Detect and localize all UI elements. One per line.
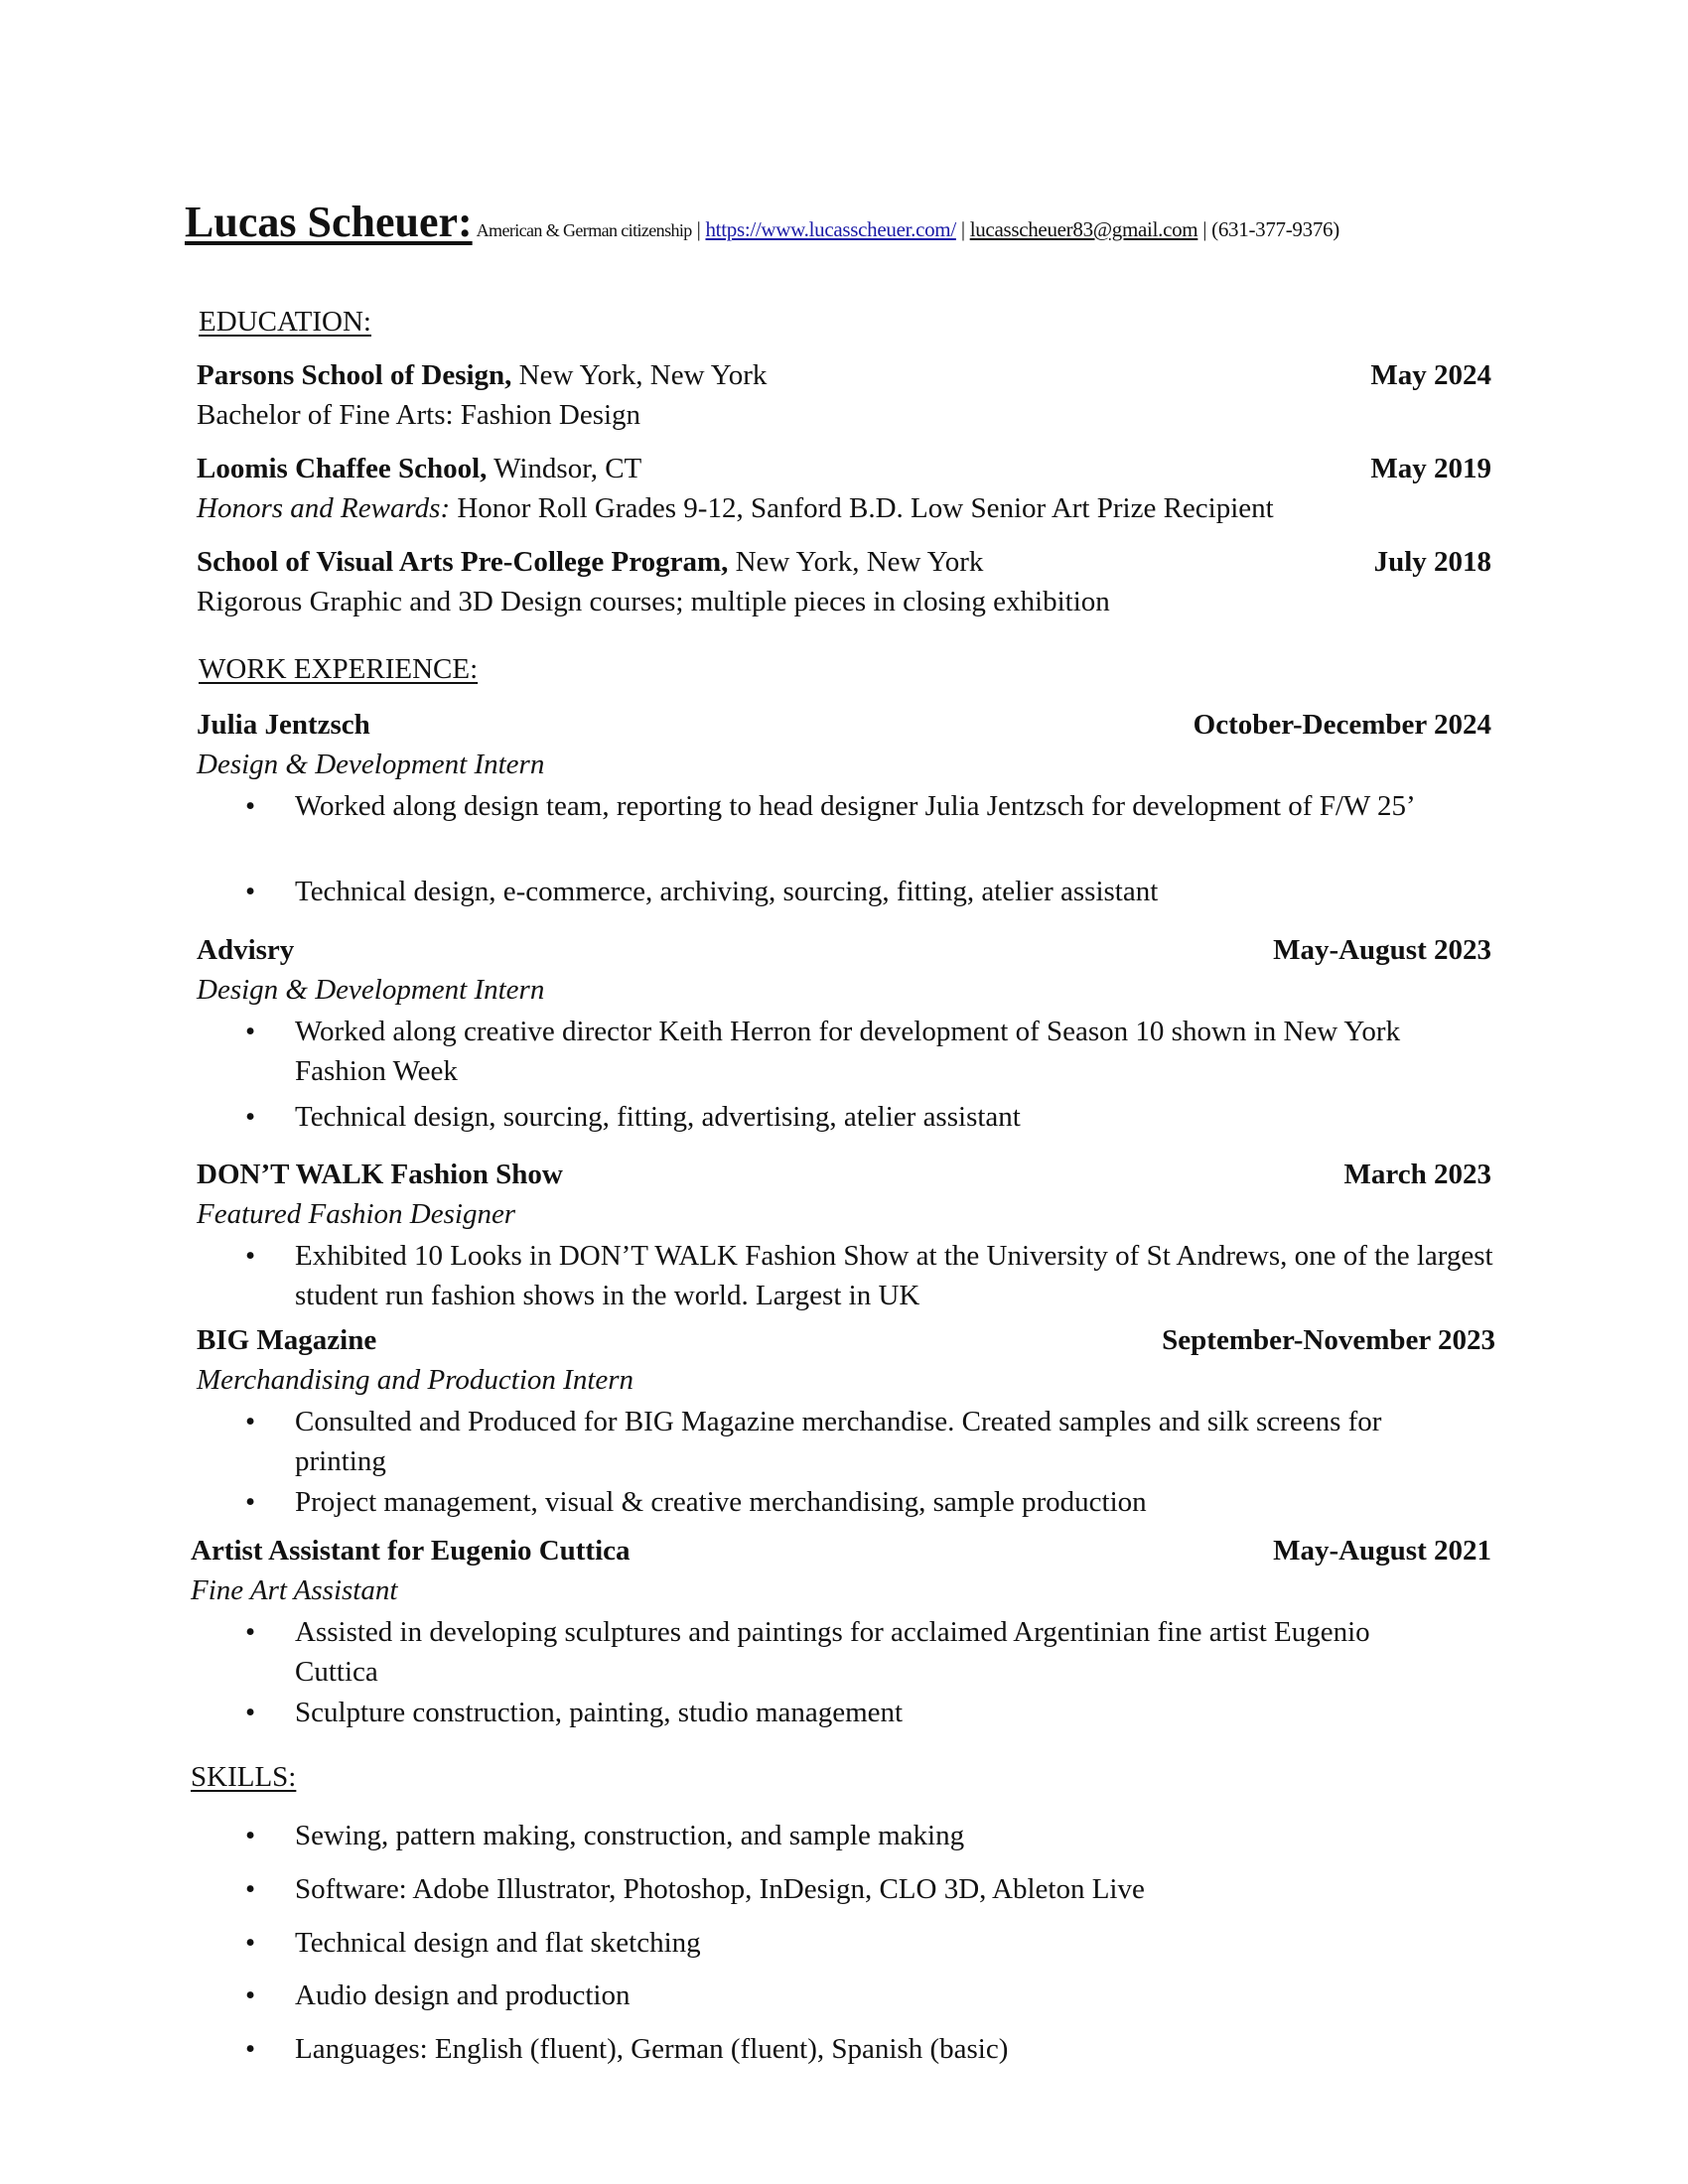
email-link[interactable]: lucasscheuer83@gmail.com: [969, 217, 1198, 241]
section-heading-education: EDUCATION:: [199, 306, 371, 338]
education-date: July 2018: [1373, 546, 1491, 578]
website-link[interactable]: https://www.lucasscheuer.com/: [705, 217, 956, 241]
job-role: Fine Art Assistant: [191, 1574, 398, 1606]
employer-name: DON’T WALK Fashion Show: [197, 1159, 563, 1190]
bullet-icon: •: [245, 876, 256, 907]
education-date: May 2024: [1370, 359, 1491, 391]
bullet-icon: •: [245, 1927, 256, 1959]
job-date: September-November 2023: [1162, 1324, 1495, 1356]
bullet-icon: •: [245, 1101, 256, 1133]
section-heading-skills: SKILLS:: [191, 1761, 297, 1793]
bullet-icon: •: [245, 1979, 256, 2011]
bullet-icon: •: [245, 1873, 256, 1905]
bullet-icon: •: [245, 1616, 256, 1648]
citizenship: American & German citizenship: [476, 220, 692, 240]
job-role: Featured Fashion Designer: [197, 1198, 516, 1230]
resume-header: [185, 197, 1339, 247]
school-location: Windsor, CT: [487, 453, 642, 484]
employer-name: Julia Jentzsch: [197, 709, 370, 741]
separator: |: [960, 217, 965, 241]
separator: |: [696, 217, 701, 241]
phone-number: (631-377-9376): [1211, 217, 1339, 241]
job-entry: [0, 1531, 1688, 1570]
education-detail: Bachelor of Fine Arts: Fashion Design: [197, 399, 641, 431]
employer-name: Advisry: [197, 934, 295, 966]
bullet-icon: •: [245, 2033, 256, 2065]
section-heading-work: WORK EXPERIENCE:: [199, 653, 479, 685]
job-entry: [0, 705, 1688, 745]
job-role: Merchandising and Production Intern: [197, 1364, 634, 1396]
job-date: March 2023: [1343, 1159, 1491, 1190]
contact-line: [477, 217, 1339, 241]
applicant-name: Lucas Scheuer:: [185, 198, 473, 246]
school-name: Loomis Chaffee School,: [197, 453, 488, 484]
separator: |: [1202, 217, 1207, 241]
bullet-icon: •: [245, 1820, 256, 1851]
resume-page: Lucas Scheuer: American & German citizenship | https://www.lucasscheuer.com/ | lucasscheuer83@gmail.com | (631-377-9376) EDUCATION: Parsons School of Design, New York, New York May 2024 Bachelor of Fine Arts: Fashion Design Loomis Chaffee School, Windsor, CT May 2019 Honors and Rewards: Honor Roll Grades 9-12, Sanford B.D. Low Senior Art Prize Recipient School of Visual Arts Pre-College Program, New York, New York July 2018 Rigorous Graphic and 3D Design courses; multiple pieces in closing exhibition WORK EXPERIENCE: Julia Jentzsch October-December 2024 Design & Development Intern • Worked along design team, reporting to head designer Julia Jentzsch for development of F/W 25’ • Technical design, e-commerce, archiving, sourcing, fitting, atelier assistant Advisry May-August 2023 Design & Development Intern • Worked along creative director Keith Herron for development of Season 10 shown in New York Fashion Week • Technical design, sourcing, fitting, advertising, atelier assistant DON’T WALK Fashion Show March 2023 Featured Fashion Designer • Exhibited 10 Looks in DON’T WALK Fashion Show at the University of St Andrews, one of the largest student run fashion shows in the world. Largest in UK BIG Magazine September-November 2023 Merchandising and Production Intern • Consulted and Produced for BIG Magazine merchandise. Created samples and silk screens for printing • Project management, visual & creative merchandising, sample production Artist Assistant for Eugenio Cuttica May-August 2021 Fine Art Assistant • Assisted in developing sculptures and paintings for acclaimed Argentinian fine artist Eugenio Cuttica • Sculpture construction, painting, studio management SKILLS: • Sewing, pattern making, construction, and sample making • Software: Adobe Illustrator, Photoshop, InDesign, CLO 3D, Ableton Live • Technical design and flat sketching • Audio design and production • Languages: English (fluent), German (fluent), Spanish (basic): [0, 0, 1688, 2184]
bullet-icon: •: [245, 790, 256, 822]
job-entry: [0, 1320, 1688, 1360]
job-role: Design & Development Intern: [197, 749, 545, 780]
education-entry: [0, 449, 1688, 488]
education-entry: [0, 355, 1688, 395]
education-date: May 2019: [1370, 453, 1491, 484]
job-date: May-August 2021: [1273, 1535, 1491, 1567]
bullet-icon: •: [245, 1697, 256, 1728]
bullet-icon: •: [245, 1240, 256, 1272]
bullet-icon: •: [245, 1406, 256, 1437]
bullet-icon: •: [245, 1016, 256, 1047]
job-entry: [0, 930, 1688, 970]
honors-label: Honors and Rewards:: [197, 492, 451, 524]
school-name: School of Visual Arts Pre-College Program,: [197, 546, 729, 578]
job-date: May-August 2023: [1273, 934, 1491, 966]
bullet-icon: •: [245, 1486, 256, 1518]
job-role: Design & Development Intern: [197, 974, 545, 1006]
education-detail: [197, 488, 1274, 528]
honors-text: Honor Roll Grades 9-12, Sanford B.D. Low Senior Art Prize Recipient: [450, 492, 1274, 524]
school-location: New York, New York: [511, 359, 768, 391]
job-date: October-December 2024: [1193, 709, 1491, 741]
employer-name: Artist Assistant for Eugenio Cuttica: [191, 1535, 631, 1567]
education-entry: [0, 542, 1688, 582]
job-entry: [0, 1155, 1688, 1194]
school-name: Parsons School of Design,: [197, 359, 512, 391]
school-location: New York, New York: [728, 546, 984, 578]
education-detail: Rigorous Graphic and 3D Design courses; multiple pieces in closing exhibition: [197, 586, 1110, 617]
employer-name: BIG Magazine: [197, 1324, 377, 1356]
